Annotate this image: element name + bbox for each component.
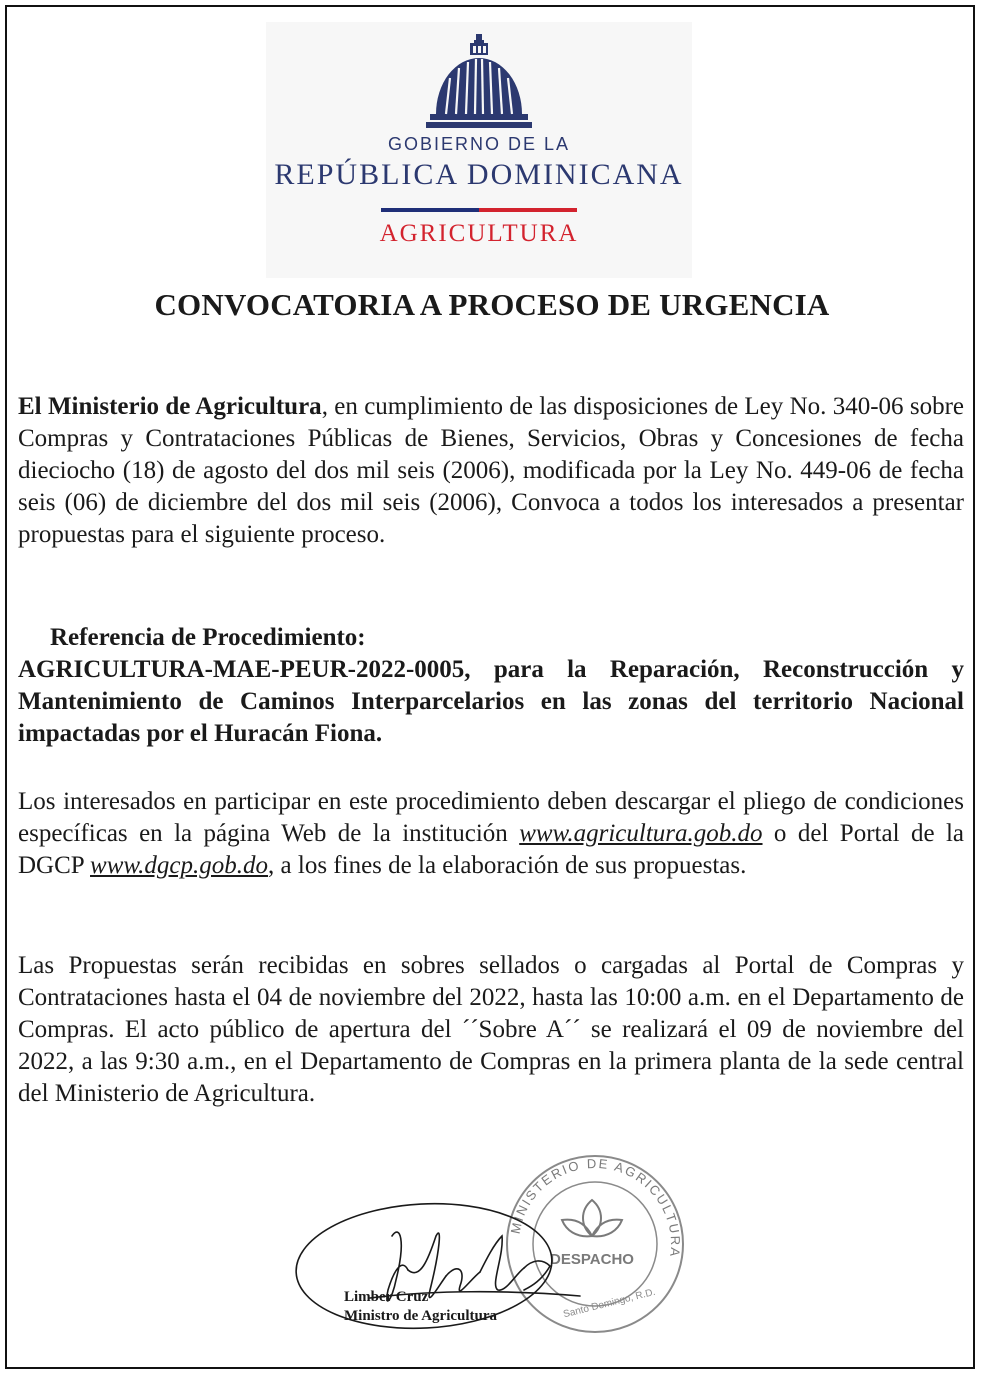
agricultura-website-link[interactable]: www.agricultura.gob.do bbox=[519, 820, 763, 847]
logo-republica-text: REPÚBLICA DOMINICANA bbox=[274, 158, 684, 191]
intro-text: , en cumplimiento de las disposiciones de Ley No. 340-06 sobre Compras y Contrataciones Públicas de Bienes, Servicios, Obras y Concesiones de fecha dieciocho (18) de agosto del dos mil seis (2006), modificada por la Ley No. 449-06 de fecha seis (06) de diciembre del dos mil seis (2006), Convoca a todos los interesados a presentar propuestas para el siguiente proceso. bbox=[18, 393, 964, 548]
logo-agricultura-text: AGRICULTURA bbox=[379, 220, 579, 247]
reference-label: Referencia de Procedimiento: bbox=[50, 624, 366, 651]
stamp-bottom-text: Santo Domingo, R.D. bbox=[562, 1286, 657, 1321]
signatory-block bbox=[344, 1288, 497, 1326]
signatory-name: Limber Cruz bbox=[344, 1289, 429, 1305]
intro-paragraph bbox=[18, 391, 964, 551]
download-text-2: o del Portal de la DGCP bbox=[18, 820, 964, 879]
proposals-paragraph: Las Propuestas serán recibidas en sobres sellados o cargadas al Portal de Compras y Contrataciones hasta el 04 de noviembre del 2022, hasta las 10:00 a.m. en el Departamento de Compras. El acto público de apertura del ´´Sobre A´´ se realizará el 09 de noviembre del 2022, a las 9:30 a.m., en el Departamento de Compras en la primera planta de la sede central del Ministerio de Agricultura. bbox=[18, 952, 964, 1107]
signatory-role: Ministro de Agricultura bbox=[344, 1308, 498, 1324]
download-text-3: , a los fines de la elaboración de sus propuestas. bbox=[268, 852, 747, 879]
dgcp-website-link[interactable]: www.dgcp.gob.do bbox=[90, 852, 269, 879]
official-stamp-icon bbox=[507, 1156, 683, 1332]
logo-divider-bar bbox=[381, 208, 577, 212]
ministry-name: El Ministerio de Agricultura bbox=[18, 393, 322, 420]
logo-gobierno-text: GOBIERNO DE LA bbox=[387, 134, 571, 154]
download-paragraph bbox=[18, 786, 964, 882]
document-title: CONVOCATORIA A PROCESO DE URGENCIA bbox=[154, 287, 830, 322]
download-text-1: Los interesados en participar en este procedimiento deben descargar el pliego de condiciones específicas en la página Web de la institución bbox=[18, 788, 964, 847]
signature-and-stamp bbox=[280, 1140, 700, 1362]
capitol-dome-icon bbox=[426, 34, 532, 130]
reference-text: AGRICULTURA-MAE-PEUR-2022-0005, para la Reparación, Reconstrucción y Mantenimiento de Caminos Interparcelarios en las zonas del territorio Nacional impactadas por el Huracán Fiona. bbox=[18, 656, 964, 747]
government-logo bbox=[266, 22, 692, 278]
reference-paragraph bbox=[18, 622, 964, 750]
stamp-ring-text: MINISTERIO DE AGRICULTURA bbox=[507, 1155, 684, 1260]
stamp-center-text: DESPACHO bbox=[550, 1251, 634, 1268]
